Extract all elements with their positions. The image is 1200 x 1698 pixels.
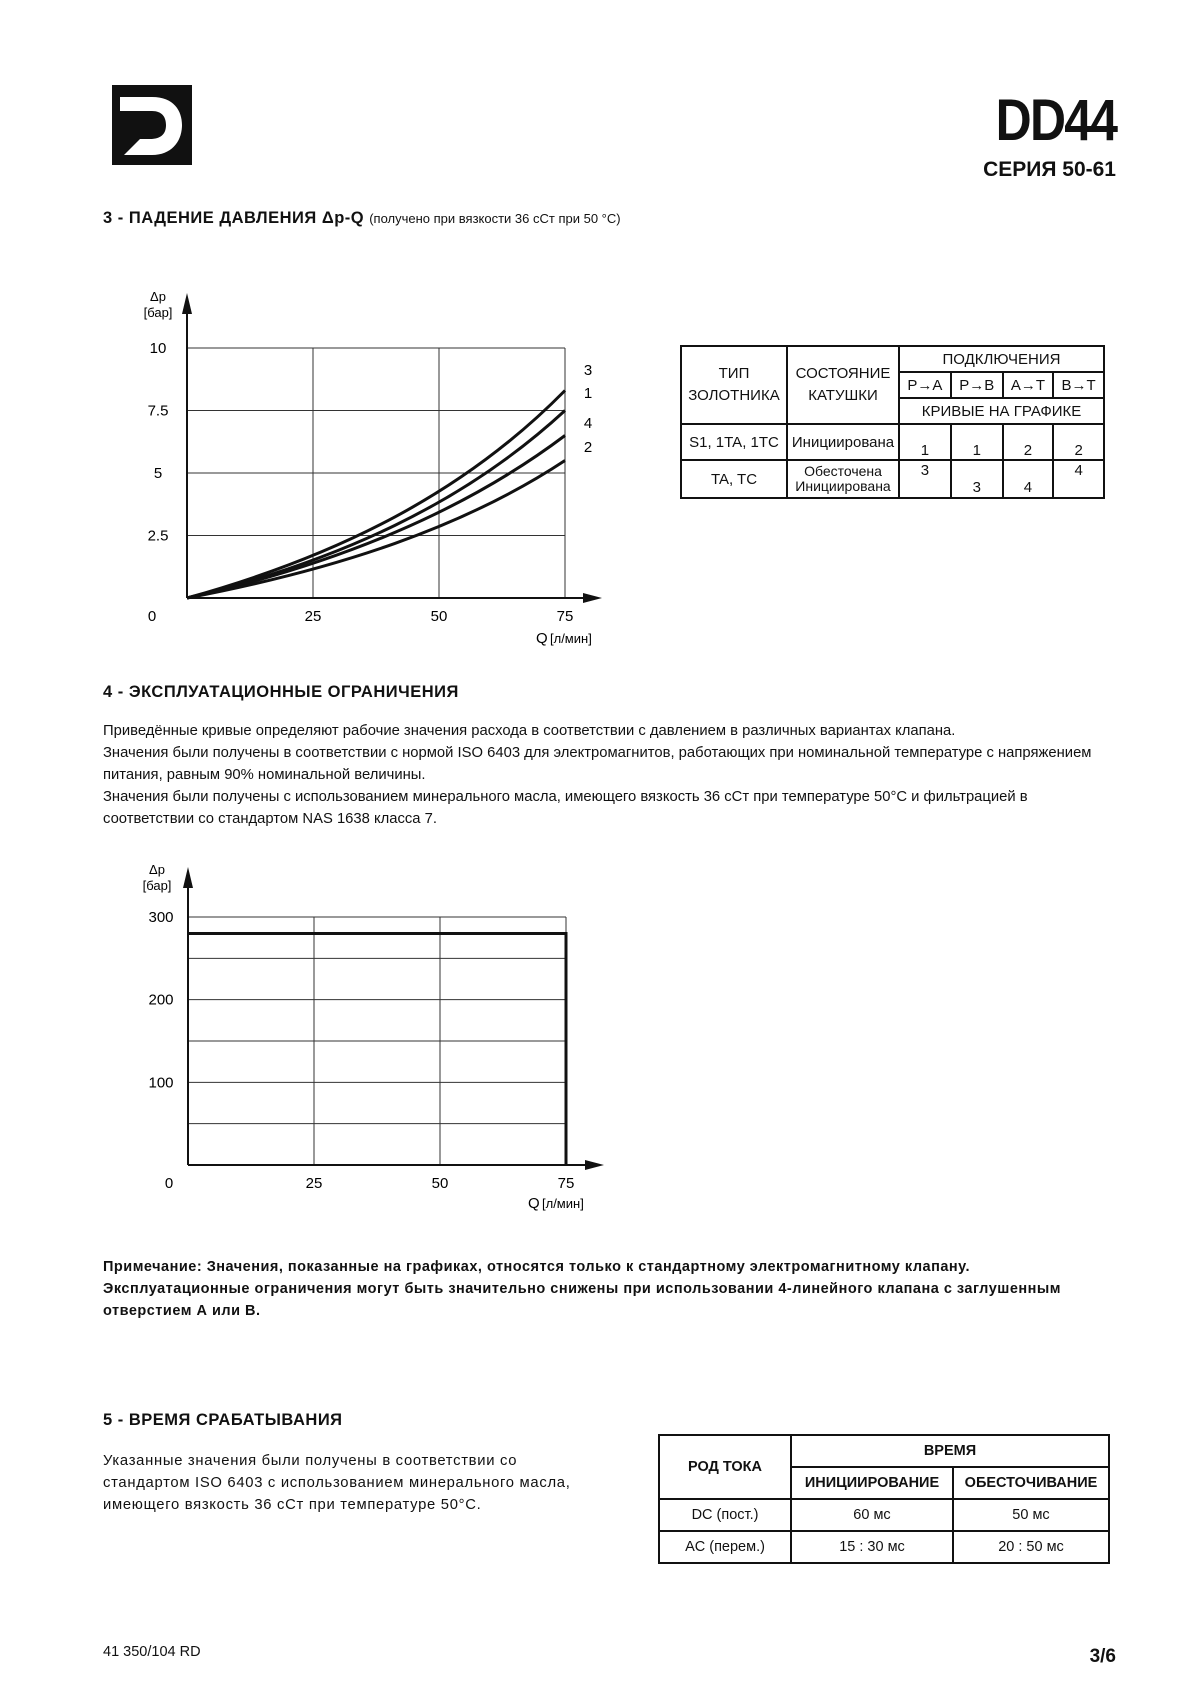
y-tick-label: 100 [148,1074,174,1092]
col-connections: ПОДКЛЮЧЕНИЯ [899,346,1104,372]
ac-label: AC (перем.) [659,1531,791,1563]
x-tick-label: 50 [430,608,448,625]
conn-bt: B→T [1053,372,1104,398]
chart1-xlabel: Q [536,630,548,647]
curves-header: КРИВЫЕ НА ГРАФИКЕ [899,398,1104,424]
curve-label-4: 4 [583,415,593,432]
x-tick-label: 25 [304,608,322,625]
col-deenergizing: ОБЕСТОЧИВАНИЕ [953,1467,1109,1499]
dc-deenerg: 50 мс [953,1499,1109,1531]
row1-val-pa: 1 [899,424,951,460]
section5-title: 5 - ВРЕМЯ СРАБАТЫВАНИЯ [103,1411,343,1429]
conn-pb: P→B [951,372,1003,398]
row2-val-bt: 4 [1053,460,1104,498]
section5-text: Указанные значения были получены в соответствии со стандартом ISO 6403 с использованием минерального масла, имеющего вязкость 36 сСт при температуре 50°С. [103,1453,571,1513]
y-tick-label: 200 [148,991,174,1009]
curve-2 [187,461,565,599]
section3-title [103,209,621,228]
series-subtitle: СЕРИЯ 50-61 [983,158,1116,181]
ac-deenerg: 20 : 50 мс [953,1531,1109,1563]
chart2-xunit: [л/мин] [542,1196,584,1211]
col-energizing: ИНИЦИИРОВАНИЕ [791,1467,953,1499]
y-axis-arrow [183,867,193,888]
col-time: ВРЕМЯ [791,1435,1109,1467]
limit-curve [188,934,566,1165]
spool-table [680,345,1105,499]
x-tick-label: 75 [556,608,574,625]
row2-state-2: Инициирована [795,478,891,494]
chart1-xunit: [л/мин] [550,631,592,646]
row1-type: S1, 1TA, 1TC [681,424,787,460]
y-axis-arrow [182,293,192,314]
chart2-curves [188,934,566,1165]
pressure-drop-chart [120,290,620,660]
document-code: 41 350/104 RD [103,1644,201,1660]
dc-label: DC (пост.) [659,1499,791,1531]
section4-p1: Приведённые кривые определяют рабочие значения расхода в соответствии с давлением в различных вариантах клапана. [103,723,956,739]
col-spool-type: ТИП ЗОЛОТНИКА [681,346,787,424]
row1-val-bt: 2 [1053,424,1104,460]
note-text: Примечание: Значения, показанные на графиках, относятся только к стандартному электромагнитному клапану. Эксплуатационные ограничения могут быть значительно снижены при использовании 4-линейного клапана с заглушенным отверстием А или В. [103,1259,1062,1319]
chart2-x-origin: 0 [164,1175,174,1192]
operating-limits-chart [120,862,620,1214]
section4-title: 4 - ЭКСПЛУАТАЦИОННЫЕ ОГРАНИЧЕНИЯ [103,683,459,701]
chart2-ylabel-2: [бар] [142,878,172,893]
col-coil-state: СОСТОЯНИЕ КАТУШКИ [787,346,899,424]
section3-heading: 3 - ПАДЕНИЕ ДАВЛЕНИЯ Δp-Q [103,209,365,227]
response-time-table [658,1434,1110,1564]
section3-note: (получено при вязкости 36 сСт при 50 °С) [369,211,621,226]
dc-energ: 60 мс [791,1499,953,1531]
row2-state [787,460,899,498]
y-tick-label: 10 [149,340,167,357]
ac-energ: 15 : 30 мс [791,1531,953,1563]
x-tick-label: 50 [431,1175,449,1192]
chart2-grid [188,917,566,1165]
y-tick-label: 5 [153,465,163,482]
curve-label-1: 1 [583,385,593,402]
y-tick-label: 7.5 [147,402,169,420]
page-number: 3/6 [1089,1646,1116,1667]
chart1-ylabel-2: [бар] [143,305,173,320]
curve-label-3: 3 [583,362,593,379]
row2-type: TA, TC [681,460,787,498]
section4-p2: Значения были получены в соответствии с нормой ISO 6403 для электромагнитов, работающих при номинальной температуре с напряжением питания, равным 90% номинальной величины. [103,745,1092,783]
col-current: РОД ТОКА [659,1435,791,1499]
curve-1 [187,411,565,599]
section4-p3: Значения были получены с использованием минерального масла, имеющего вязкость 36 сСт при температуре 50°С и фильтрацией в соответствии со стандартом NAS 1638 класса 7. [103,789,1028,827]
company-logo [112,85,192,165]
chart1-x-origin: 0 [147,608,157,625]
x-axis-arrow [585,1160,604,1170]
conn-pa: P→A [899,372,951,398]
y-tick-label: 300 [148,909,174,926]
curve-4 [187,436,565,599]
chart2-ylabel-1: Δp [149,862,165,877]
row2-state-1: Обесточена [804,463,882,479]
y-tick-label: 2.5 [147,527,169,545]
model-title: DD44 [995,88,1116,153]
chart1-curves [187,391,565,599]
x-tick-label: 25 [305,1175,323,1192]
chart2-xlabel: Q [528,1195,540,1212]
row2-val-pb: 3 [951,460,1003,498]
section4-text [103,720,1113,830]
row1-state: Инициирована [787,424,899,460]
row1-val-pb: 1 [951,424,1003,460]
row2-val-pa: 3 [899,460,951,498]
x-tick-label: 75 [557,1175,575,1192]
row1-val-at: 2 [1003,424,1054,460]
row2-val-at: 4 [1003,460,1054,498]
chart1-ylabel-1: Δp [150,290,166,304]
x-axis-arrow [583,593,602,603]
curve-label-2: 2 [583,439,593,456]
conn-at: A→T [1003,372,1054,398]
